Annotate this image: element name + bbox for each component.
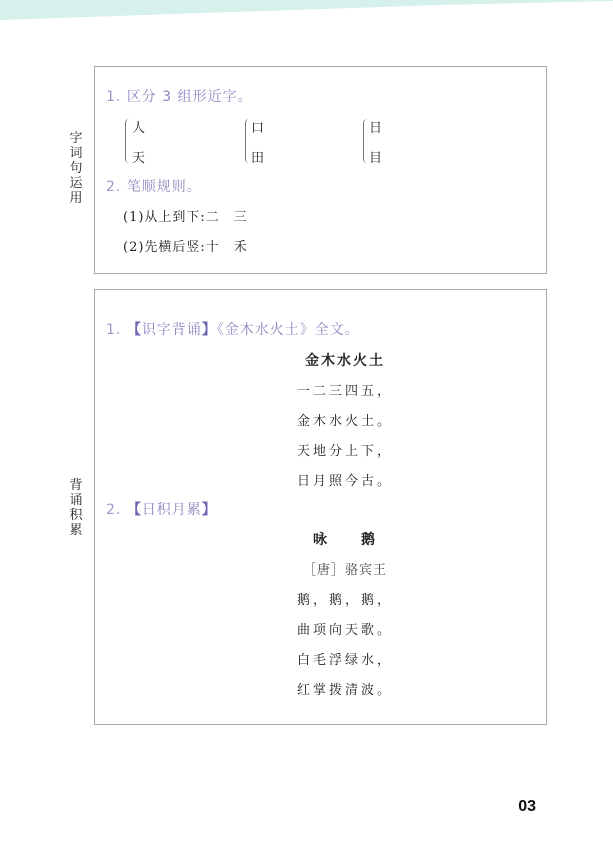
bracket-close: 】: [201, 322, 217, 338]
char-pair-top: 日: [369, 121, 383, 136]
section-label-recitation: [66, 478, 86, 538]
poem-line: 白毛浮绿水，: [296, 653, 393, 668]
stroke-rule-item: (1)从上到下:二 三: [123, 210, 248, 225]
bracket-open: 【: [126, 322, 142, 338]
question-1-heading: [106, 86, 253, 106]
question-text: 《金木水火土》全文。: [216, 322, 360, 338]
label-char: 词: [69, 146, 83, 161]
poem-title: 咏 鹅: [313, 532, 377, 548]
question-text: 区分 3 组形近字。: [126, 89, 253, 105]
question-tag: 日积月累: [141, 502, 202, 518]
section-label-word-usage: [66, 131, 86, 206]
question-number: 2.: [106, 179, 122, 195]
stroke-rule-item: (2)先横后竖:十 禾: [123, 240, 248, 255]
label-char: 诵: [69, 493, 83, 508]
char-pair-bottom: 目: [369, 151, 383, 166]
label-char: 积: [69, 508, 83, 523]
poem-line: 曲项向天歌。: [296, 623, 393, 638]
label-char: 用: [69, 191, 83, 206]
question-number: 1.: [106, 322, 122, 338]
char-pair-bottom: 田: [251, 151, 265, 166]
poem-line: 红掌拨清波。: [296, 683, 393, 698]
label-char: 字: [69, 131, 83, 146]
question-tag: 识字背诵: [141, 322, 202, 338]
question-2-heading: [106, 499, 217, 519]
bracket-open: 【: [126, 502, 142, 518]
poem-line: 天地分上下，: [296, 444, 393, 459]
label-char: 运: [69, 176, 83, 191]
poem-author: ［唐］骆宾王: [302, 563, 387, 578]
char-pair-bottom: 天: [132, 151, 146, 166]
poem-line: 一二三四五，: [296, 384, 393, 399]
poem-line: 金木水火土。: [296, 414, 393, 429]
label-char: 句: [69, 161, 83, 176]
word-usage-box: [94, 66, 547, 274]
char-pair-top: 人: [132, 121, 146, 136]
poem-line: 日月照今古。: [296, 474, 393, 489]
poem-line: 鹅，鹅，鹅，: [296, 593, 393, 608]
recitation-box: [94, 289, 547, 725]
question-2-heading: [106, 176, 202, 196]
char-pair-top: 口: [251, 121, 265, 136]
question-text: 笔顺规则。: [126, 179, 202, 195]
question-number: 1.: [106, 89, 122, 105]
label-char: 累: [69, 523, 83, 538]
label-char: 背: [69, 478, 83, 493]
brace-icon: [125, 119, 132, 163]
page-number: 03: [518, 798, 536, 815]
bracket-close: 】: [201, 502, 217, 518]
question-number: 2.: [106, 502, 122, 518]
decorative-band: [0, 0, 613, 22]
poem-yong-e: [245, 290, 445, 710]
poem-title: 金木水火土: [305, 353, 385, 369]
